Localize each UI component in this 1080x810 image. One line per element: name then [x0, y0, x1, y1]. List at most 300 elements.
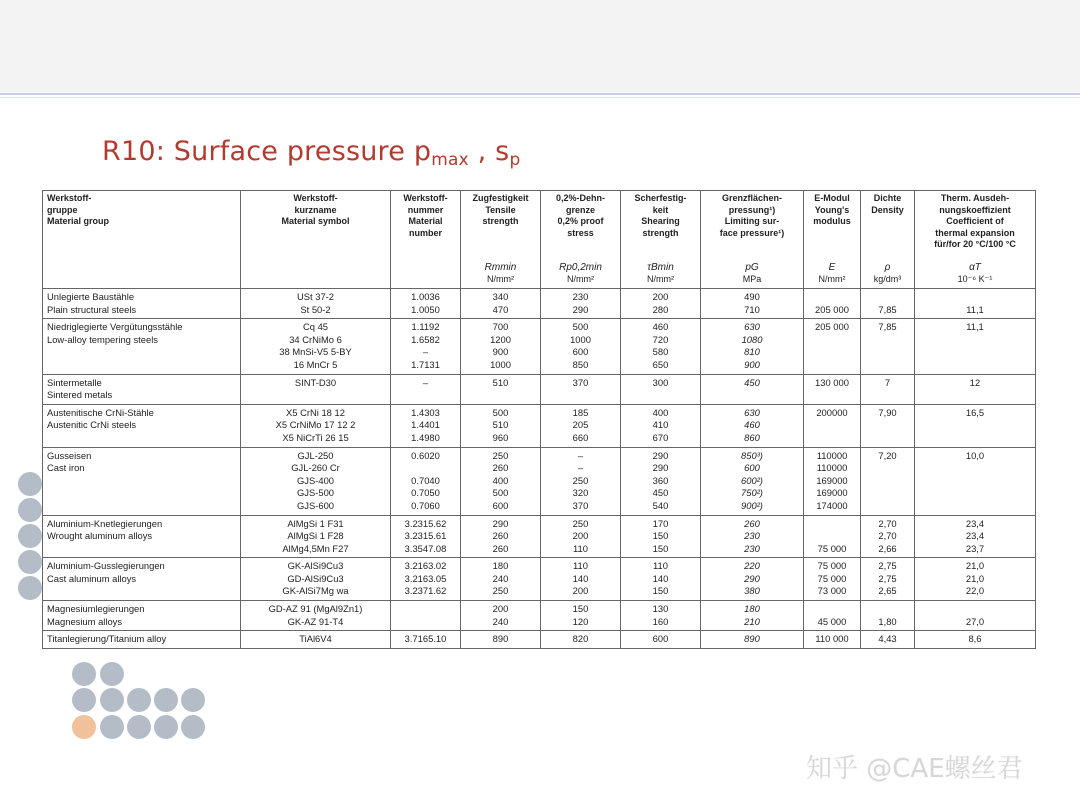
header-proof: [541, 191, 621, 289]
header-text-line: number: [408, 227, 442, 238]
cell-value: 75 000: [817, 572, 847, 584]
cell-value: 960: [492, 431, 509, 443]
cell-expansion: [915, 374, 1036, 404]
cell-pressure: [701, 447, 804, 515]
cell-value: GJS-600: [297, 499, 334, 511]
header-unit: N/mm²: [818, 273, 846, 284]
cell-value: 3.2163.05: [404, 572, 447, 584]
cell-value: 650: [652, 358, 669, 370]
cell-value: 205 000: [815, 303, 849, 315]
cell-value: [808, 518, 856, 531]
cell-value: 75 000: [817, 560, 847, 572]
cell-value: [808, 603, 856, 616]
decor-dot: [18, 498, 42, 522]
cell-expansion: [915, 631, 1036, 649]
cell-value: 630: [744, 406, 760, 418]
cell-density: [861, 558, 915, 601]
cell-value: 290: [744, 572, 760, 584]
cell-value: 400: [652, 406, 669, 418]
group-name: Austenitic CrNi steels: [47, 419, 137, 431]
group-name: Sintered metals: [47, 389, 113, 401]
header-group: [43, 191, 241, 289]
cell-tensile: [461, 447, 541, 515]
cell-value: 720: [652, 333, 669, 345]
cell-value: 2,66: [878, 542, 897, 554]
cell-value: GD-AZ 91 (MgAl9Zn1): [268, 603, 363, 615]
cell-value: 110 000: [815, 633, 849, 645]
cell-value: 460: [744, 419, 760, 431]
cell-value: 3.2315.61: [404, 530, 447, 542]
cell-tensile: [461, 515, 541, 558]
cell-value: 240: [492, 572, 509, 584]
cell-group: [43, 515, 241, 558]
cell-value: 140: [572, 572, 589, 584]
cell-symbols: [241, 289, 391, 319]
header-unit: N/mm²: [487, 273, 514, 284]
header-pressure: [701, 191, 804, 289]
cell-value: 540: [652, 499, 669, 511]
cell-value: 500: [572, 321, 589, 333]
cell-value: 490: [744, 291, 760, 302]
cell-value: [919, 291, 1031, 304]
cell-pressure: [701, 601, 804, 631]
cell-value: 370: [572, 499, 589, 511]
cell-value: 260: [744, 517, 760, 529]
header-text-line: E-Modul: [814, 193, 850, 203]
cell-proof: [541, 631, 621, 649]
cell-value: [808, 530, 856, 543]
cell-pressure: [701, 319, 804, 374]
cell-value: GJS-400: [297, 474, 334, 486]
cell-value: 200000: [816, 406, 848, 418]
group-name: Sintermetalle: [47, 376, 102, 388]
cell-value: 360: [652, 474, 669, 486]
cell-value: X5 NiCrTi 26 15: [282, 431, 349, 443]
cell-value: 240: [492, 615, 509, 627]
cell-value: 850: [572, 358, 589, 370]
group-name: Aluminium-Gusslegierungen: [47, 560, 165, 572]
cell-value: 890: [744, 633, 760, 645]
cell-value: 27,0: [965, 615, 985, 627]
cell-symbols: [241, 374, 391, 404]
cell-value: 260: [492, 542, 509, 554]
cell-emodul: [804, 289, 861, 319]
cell-shear: [621, 515, 701, 558]
header-symbol: αT: [969, 262, 981, 273]
cell-expansion: [915, 558, 1036, 601]
cell-expansion: [915, 404, 1036, 447]
decor-dot-accent: [72, 715, 96, 739]
cell-value: 450: [652, 487, 669, 499]
header-expansion: [915, 191, 1036, 289]
cell-value: 1.6582: [411, 333, 440, 345]
cell-proof: [541, 374, 621, 404]
cell-value: 7: [884, 376, 891, 388]
header-symbol: Rp0,2min: [559, 262, 602, 273]
cell-value: 230: [744, 530, 760, 542]
header-symbol-unit: [806, 263, 858, 284]
group-name: Plain structural steels: [47, 303, 137, 315]
cell-numbers: [391, 447, 461, 515]
header-text-line: Dichte: [873, 193, 902, 203]
header-symbol-unit: [917, 263, 1033, 284]
header-text-line: modulus: [813, 216, 851, 226]
cell-value: 23,4: [965, 517, 985, 529]
cell-value: 1.0036: [411, 291, 440, 302]
cell-value: AlMgSi 1 F31: [287, 517, 344, 529]
watermark: 知乎 @CAE螺丝君: [806, 754, 1023, 784]
cell-value: St 50-2: [300, 303, 331, 315]
cell-value: 250: [492, 449, 509, 461]
header-text-line: stress: [567, 227, 594, 238]
cell-value: 1.1192: [411, 321, 440, 333]
cell-value: SINT-D30: [294, 376, 337, 388]
cell-value: 3.2163.02: [404, 560, 447, 572]
decor-dot: [72, 688, 96, 712]
cell-value: 140: [652, 572, 669, 584]
cell-group: [43, 601, 241, 631]
cell-tensile: [461, 558, 541, 601]
cell-shear: [621, 558, 701, 601]
cell-value: 900: [744, 358, 760, 370]
header-text-line: Werkstoff-: [47, 193, 92, 203]
cell-proof: [541, 404, 621, 447]
cell-value: 23,4: [965, 530, 985, 542]
cell-value: GJS-500: [297, 487, 334, 499]
cell-value: GJL-250: [297, 449, 334, 461]
header-symbol: Rmmin: [484, 262, 517, 273]
cell-value: 8,6: [968, 633, 982, 645]
cell-proof: [541, 601, 621, 631]
cell-shear: [621, 631, 701, 649]
cell-value: 11,1: [966, 303, 984, 315]
cell-value: 110000: [816, 449, 848, 461]
cell-density: [861, 289, 915, 319]
cell-value: 260: [492, 530, 509, 542]
cell-value: 1.4303: [411, 406, 440, 418]
decor-dot: [100, 715, 124, 739]
cell-group: [43, 289, 241, 319]
cell-value: 7,90: [878, 406, 897, 418]
group-name: Aluminium-Knetlegierungen: [47, 517, 163, 529]
table-row: [43, 447, 1036, 515]
cell-value: 700: [492, 321, 509, 333]
decor-dot: [18, 524, 42, 548]
header-text-line: Density: [871, 204, 904, 215]
cell-tensile: [461, 601, 541, 631]
cell-value: 75 000: [817, 542, 847, 554]
cell-value: 600: [652, 633, 669, 645]
header-shear: [621, 191, 701, 289]
cell-symbols: [241, 319, 391, 374]
header-text-line: Tensile: [485, 204, 516, 215]
cell-value: 630: [744, 321, 760, 333]
cell-density: [861, 374, 915, 404]
cell-value: 4,43: [878, 633, 897, 645]
header-text-line: Young's: [814, 204, 850, 215]
cell-value: 710: [744, 303, 760, 315]
cell-value: 120: [572, 615, 589, 627]
group-name: Gusseisen: [47, 449, 92, 461]
cell-value: 23,7: [965, 542, 985, 554]
cell-shear: [621, 447, 701, 515]
header-symbol: ρ: [884, 262, 891, 273]
cell-shear: [621, 601, 701, 631]
cell-value: 3.7165.10: [404, 633, 447, 645]
cell-emodul: [804, 447, 861, 515]
header-text-line: Limiting sur-: [724, 216, 780, 226]
cell-value: [865, 291, 910, 304]
cell-tensile: [461, 631, 541, 649]
cell-value: 3.2315.62: [404, 517, 447, 529]
decor-dot: [127, 688, 151, 712]
cell-emodul: [804, 404, 861, 447]
cell-proof: [541, 447, 621, 515]
table-row: [43, 601, 1036, 631]
header-text-line: 0,2%-Dehn-: [555, 193, 605, 203]
cell-value: 38 MnSi-V5 5-BY: [279, 346, 352, 358]
cell-value: GK-AZ 91-T4: [287, 615, 344, 627]
cell-value: 1000: [570, 333, 591, 345]
cell-proof: [541, 289, 621, 319]
cell-density: [861, 631, 915, 649]
cell-value: 410: [652, 419, 669, 431]
cell-value: 160: [652, 615, 669, 627]
cell-numbers: [391, 289, 461, 319]
cell-value: 130 000: [815, 376, 849, 388]
cell-value: 670: [652, 431, 669, 443]
cell-value: 185: [572, 406, 589, 418]
cell-value: 169000: [816, 474, 848, 486]
header-text-line: Zugfestigkeit: [472, 193, 529, 203]
header-symbol: E: [828, 262, 836, 273]
header-text-line: kurzname: [294, 204, 337, 215]
cell-value: 470: [492, 303, 509, 315]
cell-value: 200: [492, 603, 509, 615]
cell-expansion: [915, 515, 1036, 558]
cell-value: 580: [652, 346, 669, 358]
group-name: Magnesiumlegierungen: [47, 603, 145, 615]
cell-value: –: [577, 462, 584, 474]
table-row: [43, 404, 1036, 447]
cell-value: 150: [572, 603, 589, 615]
group-name: Titanlegierung/Titanium alloy: [47, 633, 167, 645]
decor-dot: [100, 662, 124, 686]
cell-value: 2,70: [878, 517, 897, 529]
cell-proof: [541, 558, 621, 601]
header-divider-thin: [0, 97, 1080, 98]
cell-value: 16 MnCr 5: [293, 358, 338, 370]
cell-value: 0.7060: [411, 499, 440, 511]
cell-value: 460: [652, 321, 669, 333]
cell-numbers: [391, 374, 461, 404]
cell-value: 320: [572, 487, 589, 499]
header-text-line: nungskoeffizient: [939, 204, 1011, 215]
cell-expansion: [915, 447, 1036, 515]
material-table: [42, 190, 1036, 649]
table-row: [43, 631, 1036, 649]
header-text-line: Werkstoff-: [403, 193, 448, 203]
header-text-line: Material group: [47, 216, 110, 226]
decor-dot: [181, 688, 205, 712]
cell-value: 130: [652, 603, 669, 615]
cell-value: 860: [744, 431, 760, 443]
cell-value: 0.6020: [411, 449, 440, 461]
cell-value: 1,80: [878, 615, 897, 627]
cell-value: 340: [492, 291, 509, 302]
header-band: [0, 0, 1080, 92]
cell-value: 1.4401: [411, 419, 440, 431]
cell-value: 1.4980: [411, 431, 440, 443]
cell-value: 900: [492, 346, 509, 358]
decor-dot: [127, 715, 151, 739]
header-text-line: Material symbol: [281, 216, 350, 226]
cell-value: 3.2371.62: [404, 585, 447, 597]
cell-value: 21,0: [965, 572, 985, 584]
cell-value: 900²): [741, 499, 763, 511]
header-text-line: strength: [482, 216, 519, 226]
cell-value: 510: [492, 419, 509, 431]
header-text-line: für/for 20 °C/100 °C: [934, 239, 1016, 249]
cell-value: 7,20: [878, 449, 897, 461]
cell-expansion: [915, 319, 1036, 374]
cell-value: 1000: [490, 358, 511, 370]
header-text-line: grenze: [565, 204, 595, 215]
cell-value: 230: [744, 542, 760, 554]
cell-tensile: [461, 374, 541, 404]
cell-value: TiAl6V4: [299, 633, 332, 645]
cell-value: 260: [492, 462, 509, 474]
cell-tensile: [461, 289, 541, 319]
cell-value: 110: [653, 560, 668, 572]
table-row: [43, 374, 1036, 404]
cell-density: [861, 601, 915, 631]
header-text-line: Werkstoff-: [293, 193, 338, 203]
cell-symbols: [241, 631, 391, 649]
cell-value: 2,65: [878, 585, 897, 597]
cell-value: 150: [652, 530, 669, 542]
cell-value: 290: [492, 517, 509, 529]
cell-value: 73 000: [817, 585, 847, 597]
cell-value: X5 CrNi 18 12: [286, 406, 345, 418]
cell-shear: [621, 289, 701, 319]
cell-value: 21,0: [965, 560, 985, 572]
header-text-line: strength: [642, 227, 679, 238]
group-name: Low-alloy tempering steels: [47, 333, 158, 345]
cell-value: 110000: [816, 462, 848, 474]
decor-dot: [154, 688, 178, 712]
cell-value: 2,70: [878, 530, 897, 542]
decor-dot: [154, 715, 178, 739]
cell-value: 7,85: [878, 321, 897, 333]
header-symbol: pG: [745, 262, 759, 273]
cell-tensile: [461, 319, 541, 374]
cell-value: [395, 603, 456, 616]
cell-group: [43, 319, 241, 374]
decor-dot: [18, 576, 42, 600]
cell-value: [865, 603, 910, 616]
cell-value: 210: [744, 615, 760, 627]
cell-value: 510: [492, 376, 509, 388]
cell-emodul: [804, 374, 861, 404]
table-row: [43, 558, 1036, 601]
cell-group: [43, 558, 241, 601]
cell-pressure: [701, 289, 804, 319]
cell-value: 400: [492, 474, 509, 486]
cell-expansion: [915, 289, 1036, 319]
header-number: [391, 191, 461, 289]
cell-value: 500: [492, 406, 509, 418]
cell-shear: [621, 319, 701, 374]
cell-group: [43, 374, 241, 404]
cell-proof: [541, 515, 621, 558]
cell-density: [861, 404, 915, 447]
header-unit: 10⁻⁶ K⁻¹: [957, 273, 993, 284]
cell-group: [43, 404, 241, 447]
header-text-line: Scherfestig-: [634, 193, 687, 203]
cell-emodul: [804, 515, 861, 558]
cell-value: GK-AlSi9Cu3: [287, 560, 344, 572]
header-text-line: nummer: [407, 204, 444, 215]
header-text-line: Therm. Ausdeh-: [940, 193, 1010, 203]
group-name: Cast iron: [47, 462, 85, 474]
cell-value: 600: [572, 346, 589, 358]
cell-value: 370: [572, 376, 589, 388]
cell-numbers: [391, 631, 461, 649]
cell-pressure: [701, 631, 804, 649]
cell-value: 810: [744, 346, 760, 358]
header-text-line: Material: [408, 216, 443, 226]
header-symbol-unit: [703, 263, 801, 284]
cell-pressure: [701, 515, 804, 558]
cell-value: 250: [572, 517, 589, 529]
cell-value: 250: [492, 585, 509, 597]
cell-value: Cq 45: [302, 321, 329, 333]
cell-density: [861, 447, 915, 515]
cell-value: 205: [572, 419, 589, 431]
cell-value: 450: [744, 376, 760, 388]
cell-density: [861, 515, 915, 558]
cell-value: 1200: [490, 333, 511, 345]
cell-group: [43, 447, 241, 515]
header-text-line: Shearing: [641, 216, 680, 226]
cell-symbols: [241, 447, 391, 515]
cell-value: 230: [572, 291, 589, 302]
cell-emodul: [804, 601, 861, 631]
cell-value: 1.7131: [411, 358, 440, 370]
cell-value: [395, 462, 456, 475]
cell-numbers: [391, 515, 461, 558]
cell-value: X5 CrNiMo 17 12 2: [275, 419, 356, 431]
header-unit: kg/dm³: [873, 273, 902, 284]
cell-value: 180: [744, 603, 760, 615]
table-row: [43, 319, 1036, 374]
cell-value: –: [577, 449, 584, 461]
group-name: Austenitische CrNi-Stähle: [47, 406, 154, 418]
cell-value: 110: [573, 560, 588, 572]
cell-symbols: [241, 515, 391, 558]
header-symbol: [241, 191, 391, 289]
header-text-line: Coefficient of: [946, 216, 1004, 226]
header-text-line: keit: [652, 204, 669, 215]
cell-pressure: [701, 374, 804, 404]
cell-value: –: [422, 376, 429, 388]
cell-value: 200: [652, 291, 669, 302]
cell-value: 110: [573, 542, 588, 554]
cell-value: 11,1: [966, 321, 984, 333]
cell-value: 200: [572, 530, 589, 542]
cell-shear: [621, 404, 701, 447]
